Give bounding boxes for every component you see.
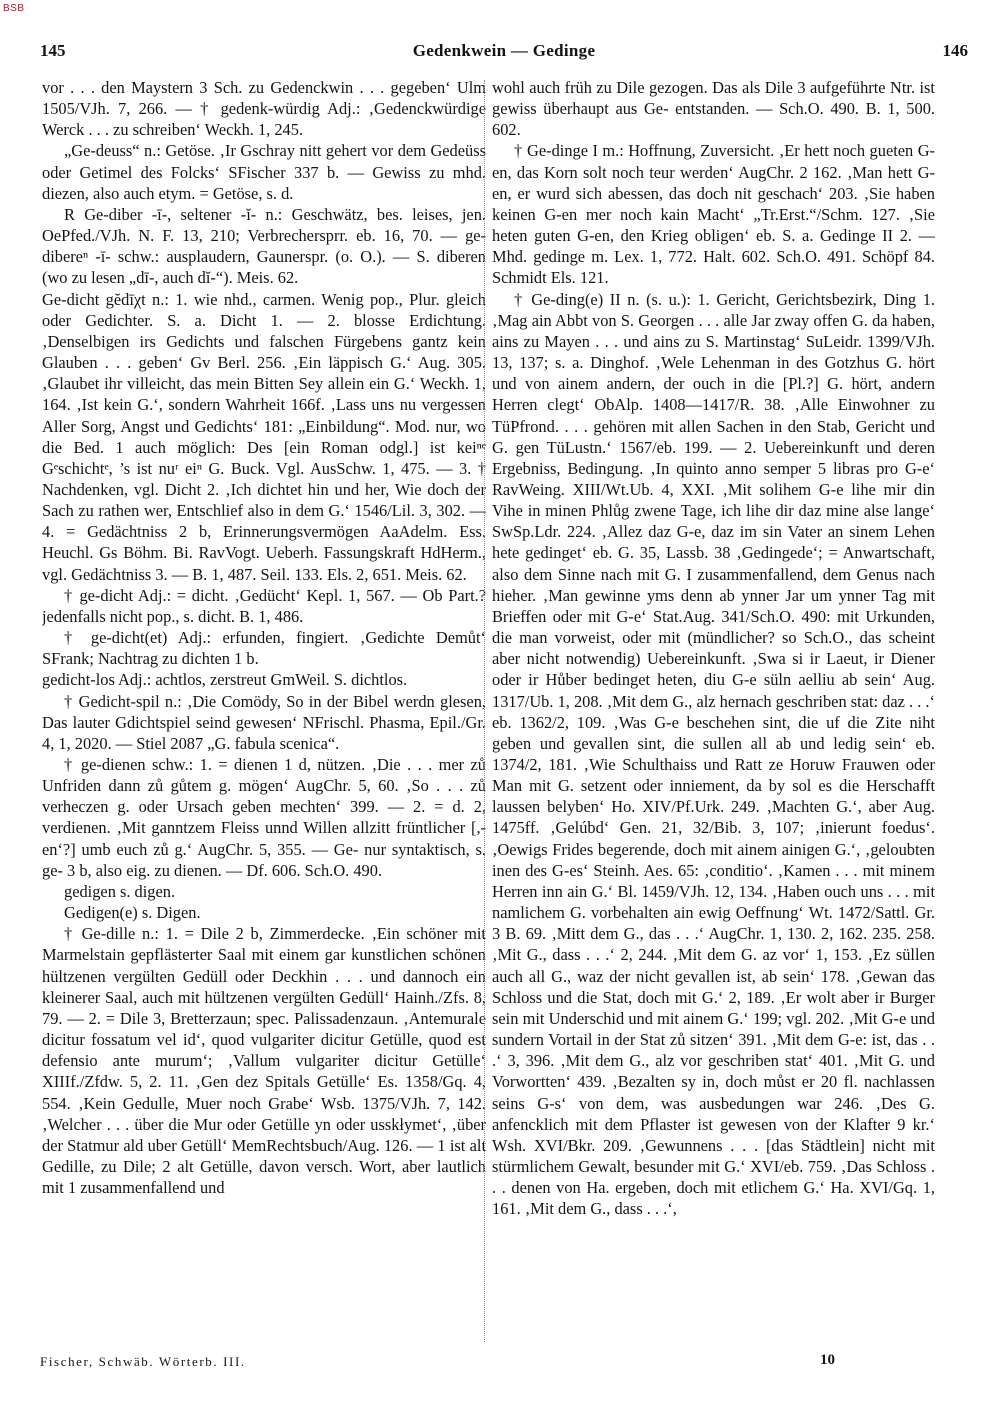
left-column (42, 77, 486, 1345)
entry-gedeuss: „Ge-deuss“ n.: Getöse. ‚Ir Gschray nitt gehert vor dem Gedeüss oder Getimel des Folcks‘ SFischer 337 b. — Gewiss zu mhd. diezen, also auch etym. = Getöse, s. d. (42, 141, 486, 203)
entry-gedicht-adj: † ge-dicht Adj.: = dicht. ‚Gedücht‘ Kepl. 1, 567. — Ob Part.? jedenfalls nicht pop., s. dicht. B. 1, 486. (42, 585, 486, 626)
entry-gedigen: gedigen s. digen. (64, 881, 176, 901)
entry-gedienen: † ge-dienen schw.: 1. = dienen 1 d, nützen. ‚Die . . . mer zů Unfriden dann zů gůtem g. mögen‘ AugChr. 5, 60. ‚So . . . zů verheczen g. oder Ursach geben mechten‘ 399. — 2. = d. 2, verdienen. ‚Mit ganntzem Fleiss unnd Willen allzitt früntlicher [,-en‘?] umb euch zů g.‘ AugChr. 5, 355. — Ge- nur syntaktisch, s. ge- 3 b, also eig. zu dienen. — Df. 606. Sch.O. 490. (42, 755, 486, 880)
entry-gedille: † Ge-dille n.: 1. = Dile 2 b, Zimmerdecke. ‚Ein schöner mit Marmelstain gepflästerter Saal mit einem gar kunstlichen schönen hültzenen vergülten Gedüll oder Deckhin . . . und dannoch ein kleinerer Saal, auch mit hültzenen vergülten Gedüll‘ Hainh./Zfs. 8, 79. — 2. = Dile 3, Bretterzaun; spec. Palissadenzaun. ‚Antemurale dicitur fossatum vel id‘, quod vulgariter dicitur Getülle, quod est defensio ante murum‘; ‚Vallum vulgariter dicitur Getülle‘ XIIIf./Zfdw. 5, 2. 11. ‚Gen dez Spitals Getülle‘ Es. 1358/Gq. 4, 554. ‚Kein Gedulle, Muer noch Grabe‘ Wsb. 1375/VJh. 7, 142. ‚Welcher . . . über die Mur oder Getülle yn oder usskłymet‘, ‚über der Statmur ald uber Getüll‘ MemRechtsbuch/Aug. 126. — 1 ist alt Gedille, zu Dile; 2 alt Getülle, davon versch. Wort, aber lautlich mit 1 zusammenfallend und (42, 924, 486, 1198)
entry-gedinge-1: † Ge-dinge I m.: Hoffnung, Zuversicht. ‚Er hett noch gueten G-en, das Korn solt noch teur werden‘ AugChr. 2 162. ‚Man hett G-en, er wurd sich abessen, das doch nit geschach‘ 203. ‚Sie haben keinen G-en mer noch kain Macht‘ „Tr.Erst.“/Schm. 127. ‚Sie heten guten G-en, den Krieg obligen‘ eb. S. a. Gedinge II 2. — Mhd. gedinge m. Lex. 1, 772. Halt. 602. Sch.O. 491. Schöpf 84. Schmidt Els. 121. (492, 141, 935, 288)
entry-gedichtlos: gedicht-los Adj.: achtlos, zerstreut GmWeil. S. dichtlos. (42, 670, 408, 690)
entry-gedinge-2: † Ge-ding(e) II n. (s. u.): 1. Gericht, Gerichtsbezirk, Ding 1. ‚Mag ain Abbt von S. Georgen . . . alle Jar zway offen G. da haben, ains zu Mayen . . . und ains zu S. Martinstag‘ SuLeidr. 1399/VJh. 13, 137; s. a. Dinghof. ‚Wele Lehenman in des Gotzhus G. hört und von ainem andern, der ouch in die [Pl.?] G. hört, andern Herren clegt‘ ObAlp. 1408—1417/R. 38. ‚Alle Einwohner zu TüPfrond. . . . gehören mit allen Sachen in den Stab, Gericht und G. gen TüLustn.‘ 1567/eb. 199. — 2. Uebereinkunft und deren Ergebniss, Bedingung. ‚In quinto anno semper 5 libras pro G-e‘ RavWeing. XIII/Wt.Ub. 4, XXI. ‚Mit solihem G-e lihe mir din Vihe in minen Phlůg zwene Tage, ich lihe dir daz mine alse lange‘ SwSp.Ldr. 224. ‚Allez daz G-e, daz im sin Vater an sinem Lehen hete gedinget‘ eb. G. 35, Lassb. 38 ‚Gedingede‘; = Anwartschaft, also dem Sinne nach mit G. I zusammenfallend, dem Genus nach hieher. ‚Man gewinne yms denn ab ynner Jar um ynner Tag mit Brieffen oder mit G-e‘ Stat.Aug. 341/Sch.O. 490: mit Urkunden, die man vorweist, oder mit (mündlicher? so Sch.O., das scheint aber nicht notwendig) Uebereinkunft. ‚Swa si ir Laeut, ir Diener oder ir Hůber bedinget heten, diu G-e süln aelliu ab sein‘ Aug. 1317/Ub. 1, 208. ‚Mit dem G., alz hernach geschriben stat: daz . . .‘ eb. 1362/2, 109. ‚Was G-e beschehen sint, die uf die Zite niht geben und gevallen sint, die sullen all ab und ledig sein‘ eb. 1374/2, 181. ‚Wie Schulthaiss und Ratt ze Horuw Frauwen oder Man mit G. setzent oder inniement, da by sol es die Herschafft laussen belyben‘ Ho. XIV/Pf.Urk. 249. ‚Machten G.‘, aber Aug. 1475ff. ‚Gelúbd‘ Gen. 21, 32/Bib. 3, 107; ‚inierunt foedus‘. ‚Oewigs Frides begerende, doch mit ainem ainigen G.‘, ‚geloubten inen des G-es‘ Steinh. Aes. 65: ‚conditio‘. ‚Kamen . . . mit minem Herren inn ain G.‘ Bl. 1459/VJh. 12, 134. ‚Haben ouch uns . . . mit namlichem G. vorbehalten ain ewig Oeffnung‘ Wt. 1472/Sattl. Gr. 3 B. 69. ‚Mitt dem G., das . . .‘ AugChr. 1, 130. 2, 162. 235. 258. ‚Mit G., dass . . .‘ 2, 244. ‚Mit dem G. az vor‘ 1, 153. ‚Ez süllen auch all G., waz der nicht gevallen ist, ab sein‘ 178. ‚Gewan das Schloss und die Stat, doch mit G.‘ 2, 189. ‚Er wolt aber ir Burger sein mit Underschid und mit ainem G.‘ 199; vgl. 202. ‚Mit G-e und sundern Vortail in der Stat zů sitzen‘ 391. ‚Mit dem G-e: ist, das . . .‘ 3, 396. ‚Mit dem G., alz vor geschriben stat‘ 401. ‚Mit G. und Vorwortten‘ 439. ‚Bezalten sy in, doch můst er 20 fl. nachlassen seins G-s‘ von dem, was ausbedungen war 246. ‚Des G. anfencklich mit dem Pflaster ist gewesen von der Klafter 9 kr.‘ Wsh. XVI/Bkr. 209. ‚Gewunnens . . . [das Städtlein] nicht mit stürmlichem Gewalt, besunder mit G.‘ XVI/eb. 759. ‚Das Schloss . . . denen von Ha. ergeben, doch mit etlichem G.‘ Ha. XVI/Gq. 1, 161. ‚Mit dem G., dass . . .‘, (492, 289, 935, 1219)
right-column (492, 77, 935, 1345)
footer-source: Fischer, Schwäb. Wörterb. III. (40, 1354, 246, 1369)
entry-gedenkwein-continued: vor . . . den Maystern 3 Sch. zu Gedenckwin . . . gegeben‘ Ulm 1505/VJh. 7, 266. — † gedenk-würdig Adj.: ‚Gedenckwürdige Werck . . . zu schreiben‘ Weckh. 1, 245. (42, 78, 486, 140)
entry-gediber: R Ge-diber -ī-, seltener -ĭ- n.: Geschwätz, bes. leises, jen. OePfed./VJh. N. F. 13, 210; Verbrechersprr. eb. 16, 70. — ge-dibereⁿ -ī- schw.: ausplaudern, Gaunerspr. (o. O.). — S. diberen (wo zu lesen „dī-, auch dĭ-“). Meis. 62. (42, 204, 486, 288)
entry-gedille-continued: wohl auch früh zu Dile gezogen. Das als Dile 3 aufgeführte Ntr. ist gewiss überhaupt aus Ge- entstanden. — Sch.O. 490. B. 1, 500. 602. (492, 78, 935, 140)
entry-gedigene: Gedigen(e) s. Digen. (64, 903, 201, 923)
signature-mark: 10 (820, 1352, 835, 1368)
entry-gedicht: Ge-dicht gĕdīχt n.: 1. wie nhd., carmen. Wenig pop., Plur. gleich oder Gedichter. S. a. Dicht 1. — 2. blosse Erdichtung. ‚Denselbigen irs Gedichts und falschen Fürgebens gantz kein Glauben . . . geben‘ Gv Berl. 256. ‚Ein läppisch G.‘ Aug. 305. ‚Glaubet ihr villeicht, das mein Bitten Sey allein ein G.‘ Weckh. 1, 164. ‚Ist kein G.‘, sondern Wahrheit 166f. ‚Lass uns nu vergessen Aller Sorg, Angst und Gedichts‘ 181: „Einbildung“. Mod. nur, wo die Bed. 1 auch möglich: Des [ein Roman odgl.] ist keiⁿᵉ Gᵉschichtᵉ, ’s ist nuʳ eiⁿ G. Buck. Vgl. AusSchw. 1, 475. — 3. † Nachdenken, vgl. Dicht 2. ‚Ich dichtet hin und her, Wie doch der Sach zu rathen wer, Entschlief also in dem G.‘ 1546/Lil. 3, 302. — 4. = Gedächtniss 2 b, Erinnerungsvermögen AaAdelm. Ess. Heuchl. Gs Böhm. Bi. RavVogt. Ueberh. Fassungskraft HdHerm., vgl. Gedächtniss 3. — B. 1, 487. Seil. 133. Els. 2, 651. Meis. 62. (42, 289, 486, 584)
running-title: Gedenkwein — Gedinge (412, 41, 596, 60)
library-stamp: BSB (3, 3, 25, 14)
page-header (40, 41, 968, 65)
entry-gedichtspil: † Gedicht-spil n.: ‚Die Comödy, So in der Bibel werdn glesen, Das lauter Gdichtspiel seind gewesen‘ NFrischl. Phasma, Epil./Gr. 4, 1, 2020. — Stiel 2087 „G. fabula scenica“. (42, 691, 486, 753)
column-separator (484, 80, 485, 1342)
right-page-number: 146 (942, 41, 968, 60)
left-page-number: 145 (40, 41, 66, 60)
entry-gedichtet: † ge-dicht(et) Adj.: erfunden, fingiert. ‚Gedichte Demůt‘ SFrank; Nachtrag zu dichten 1 b. (42, 628, 486, 669)
